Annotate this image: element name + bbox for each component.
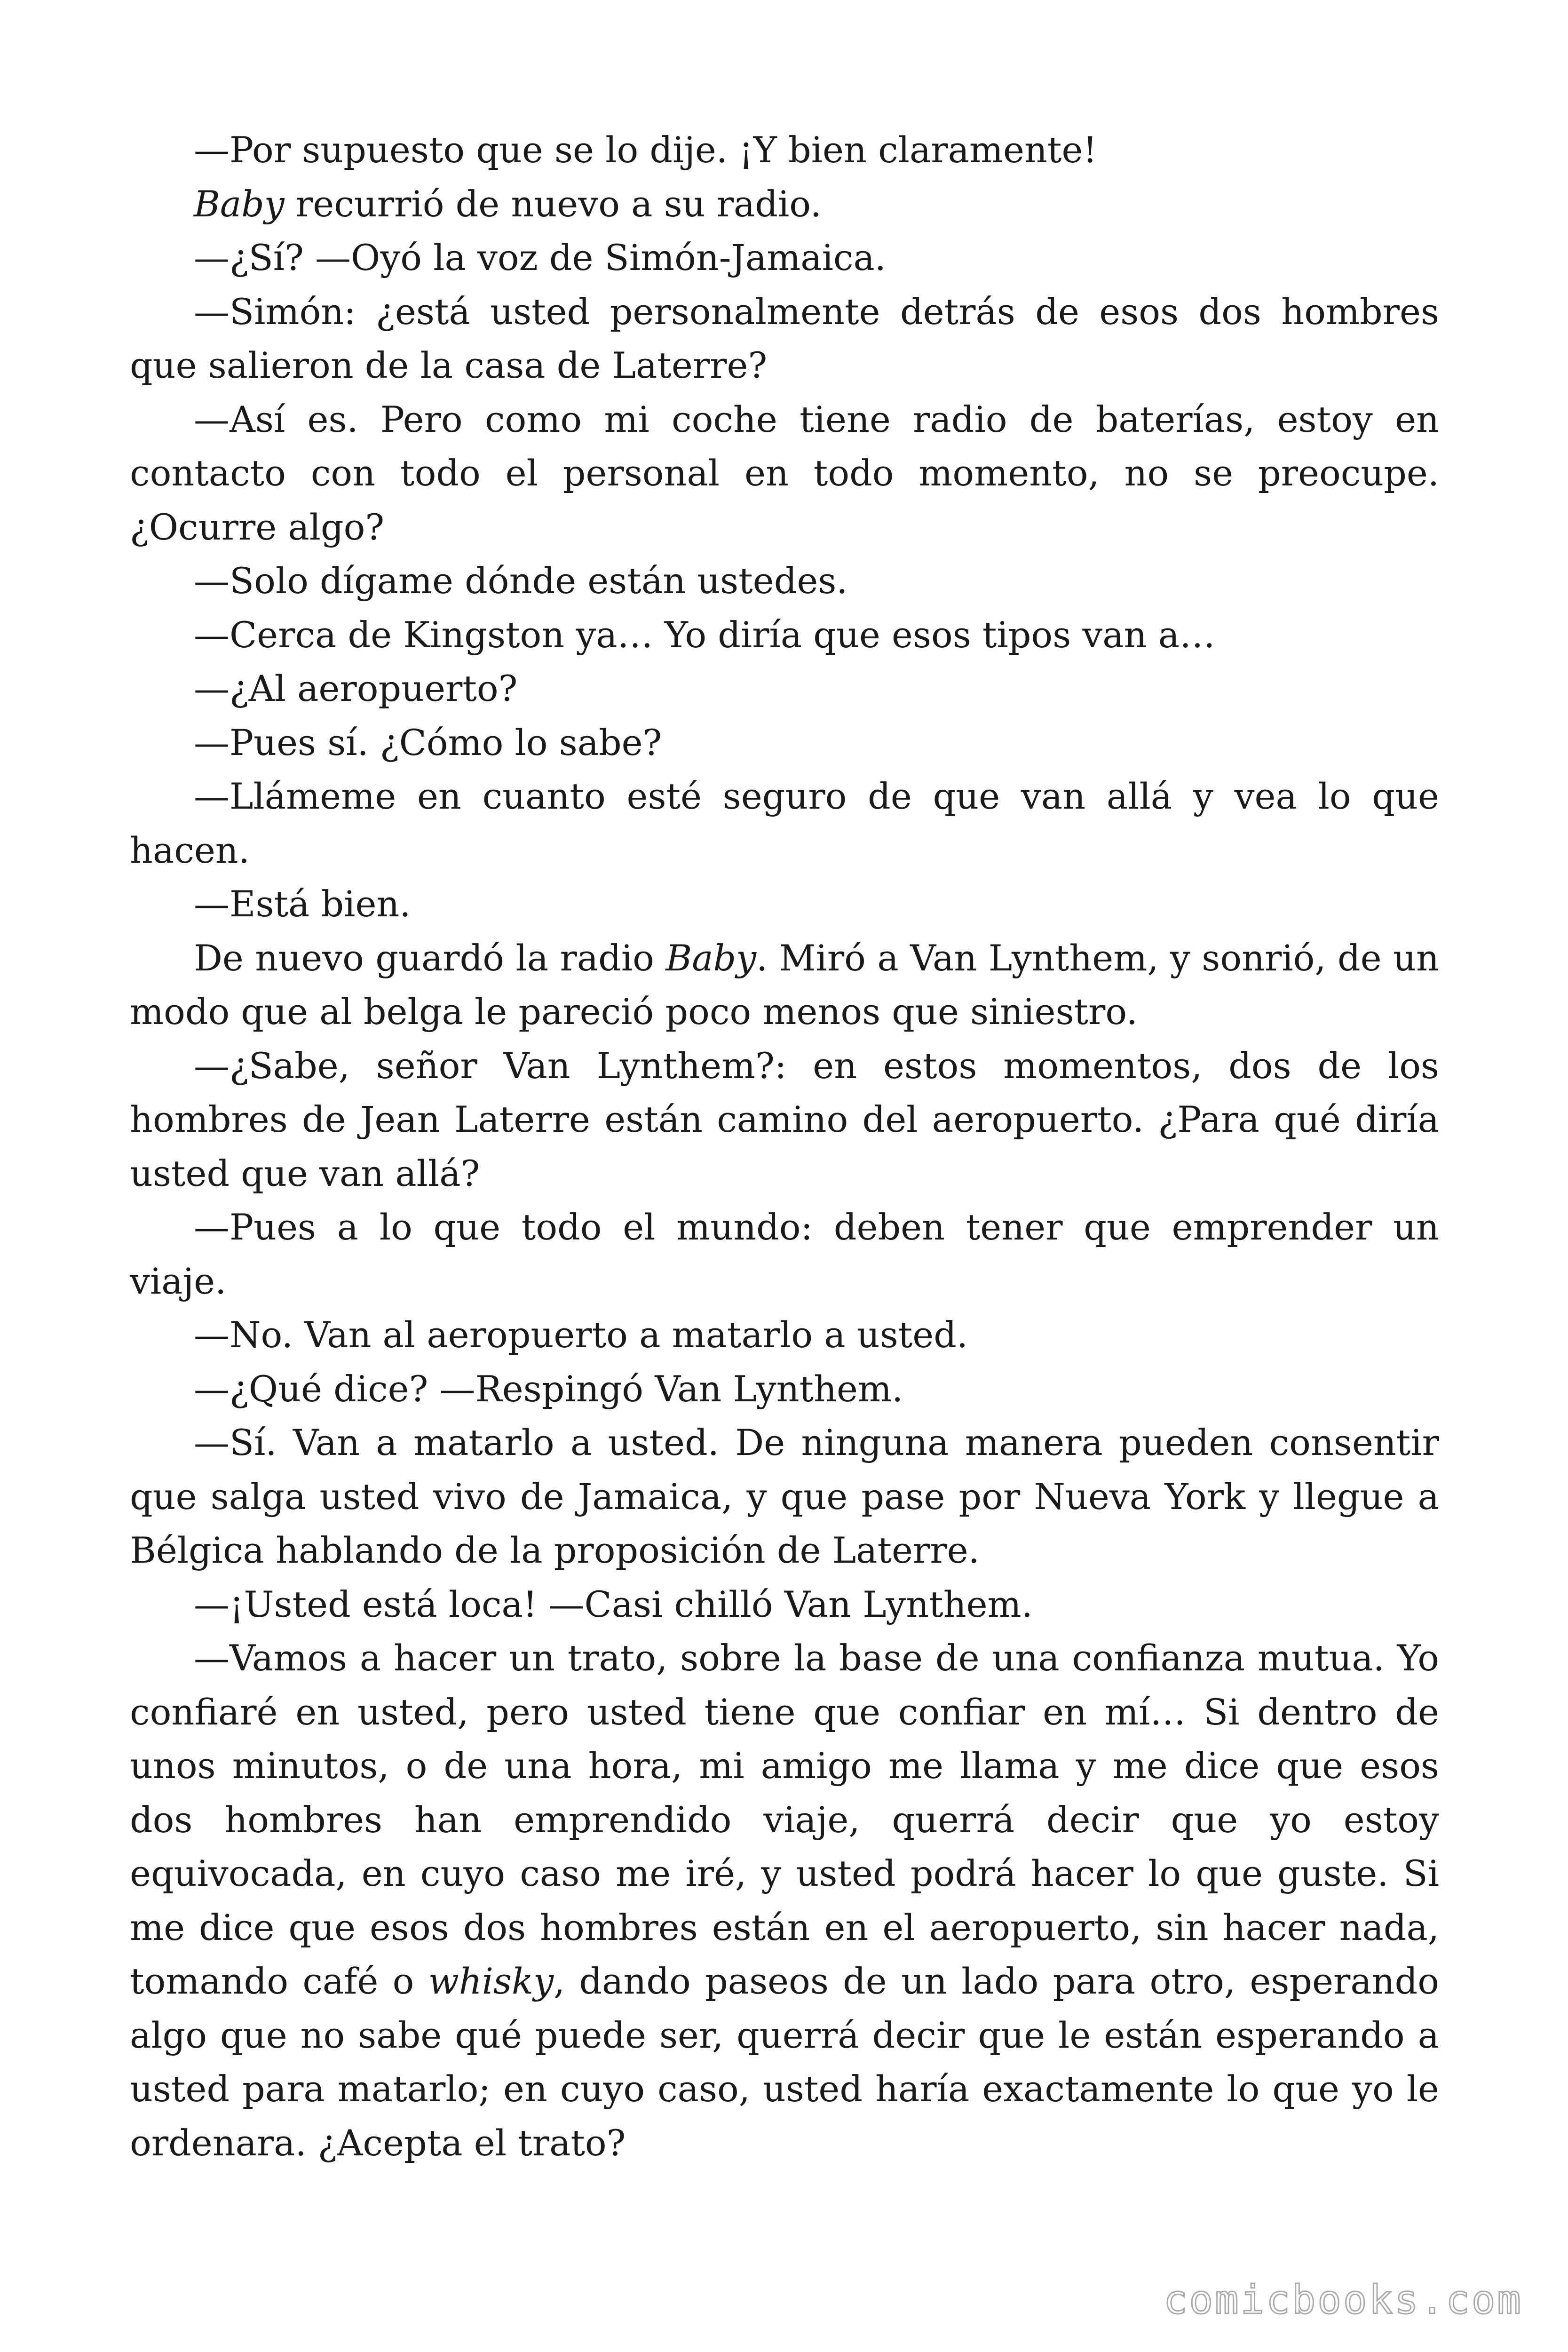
text-run: —¿Sabe, señor Van Lynthem?: en estos momentos, dos de los hombres de Jean Laterre están camino del aeropuerto. ¿Para qué diría usted que van allá? [130,1044,1439,1194]
paragraph [130,931,1439,1039]
paragraph [130,608,1439,662]
text-run: —¡Usted está loca! —Casi chilló Van Lynthem. [194,1583,1033,1625]
paragraph [130,1362,1439,1416]
text-run: —Está bien. [194,883,411,925]
paragraph [130,1416,1439,1578]
paragraph [130,231,1439,285]
paragraph [130,716,1439,770]
text-run: —Llámeme en cuanto esté seguro de que van allá y vea lo que hacen. [130,775,1439,871]
paragraph [130,177,1439,231]
text-run: recurrió de nuevo a su radio. [284,183,822,225]
italic-text: Baby [665,937,757,979]
text-run: . Miró a Van Lynthem, y sonrió, de un modo que al belga le pareció poco menos que siniestro. [130,937,1439,1033]
paragraph [130,1200,1439,1308]
paragraph [130,1039,1439,1201]
text-run: —¿Sí? —Oyó la voz de Simón-Jamaica. [194,237,886,278]
paragraph [130,770,1439,877]
paragraph [130,662,1439,716]
italic-text: whisky [428,1960,554,2002]
text-run: —Simón: ¿está usted personalmente detrás de esos dos hombres que salieron de la casa de Laterre? [130,290,1439,386]
paragraph [130,123,1439,177]
paragraph [130,1631,1439,2170]
text-run: —Por supuesto que se lo dije. ¡Y bien claramente! [194,129,1097,171]
watermark-logo: comicbooks.com [1163,2277,1523,2323]
paragraph [130,285,1439,393]
text-run: —Sí. Van a matarlo a usted. De ninguna manera pueden consentir que salga usted vivo de Jamaica, y que pase por Nueva York y llegue a Bélgica hablando de la proposición de Laterre. [130,1422,1439,1571]
paragraph [130,554,1439,608]
paragraph [130,1308,1439,1362]
text-run: , dando paseos de un lado para otro, esperando algo que no sabe qué puede ser, querrá decir que le están esperando a usted para matarlo; en cuyo caso, usted haría exactamente lo que yo le ordenara. ¿Acepta el trato? [130,1960,1439,2164]
text-run: —Solo dígame dónde están ustedes. [194,560,848,602]
text-run: —Vamos a hacer un trato, sobre la base de una confianza mutua. Yo confiaré en usted, pero usted tiene que confiar en mí… Si dentro de unos minutos, o de una hora, mi amigo me llama y me dice que esos dos hombres han emprendido viaje, querrá decir que yo estoy equivocada, en cuyo caso me iré, y usted podrá hacer lo que guste. Si me dice que esos dos hombres están en el aeropuerto, sin hacer nada, tomando café o [130,1637,1439,2002]
text-run: —¿Al aeropuerto? [194,667,518,709]
paragraph [130,393,1439,555]
text-run: —¿Qué dice? —Respingó Van Lynthem. [194,1367,903,1410]
text-run: —Así es. Pero como mi coche tiene radio de baterías, estoy en contacto con todo el personal en todo momento, no se preocupe. ¿Ocurre algo? [130,398,1439,548]
text-run: —Pues a lo que todo el mundo: deben tener que emprender un viaje. [130,1206,1439,1302]
text-run: De nuevo guardó la radio [194,937,666,979]
text-run: —Pues sí. ¿Cómo lo sabe? [194,721,662,763]
paragraph [130,877,1439,931]
text-body [130,123,1439,2170]
text-run: —Cerca de Kingston ya… Yo diría que esos tipos van a… [194,613,1216,656]
text-run: —No. Van al aeropuerto a matarlo a usted. [194,1314,968,1356]
paragraph [130,1578,1439,1632]
italic-text: Baby [194,183,285,225]
